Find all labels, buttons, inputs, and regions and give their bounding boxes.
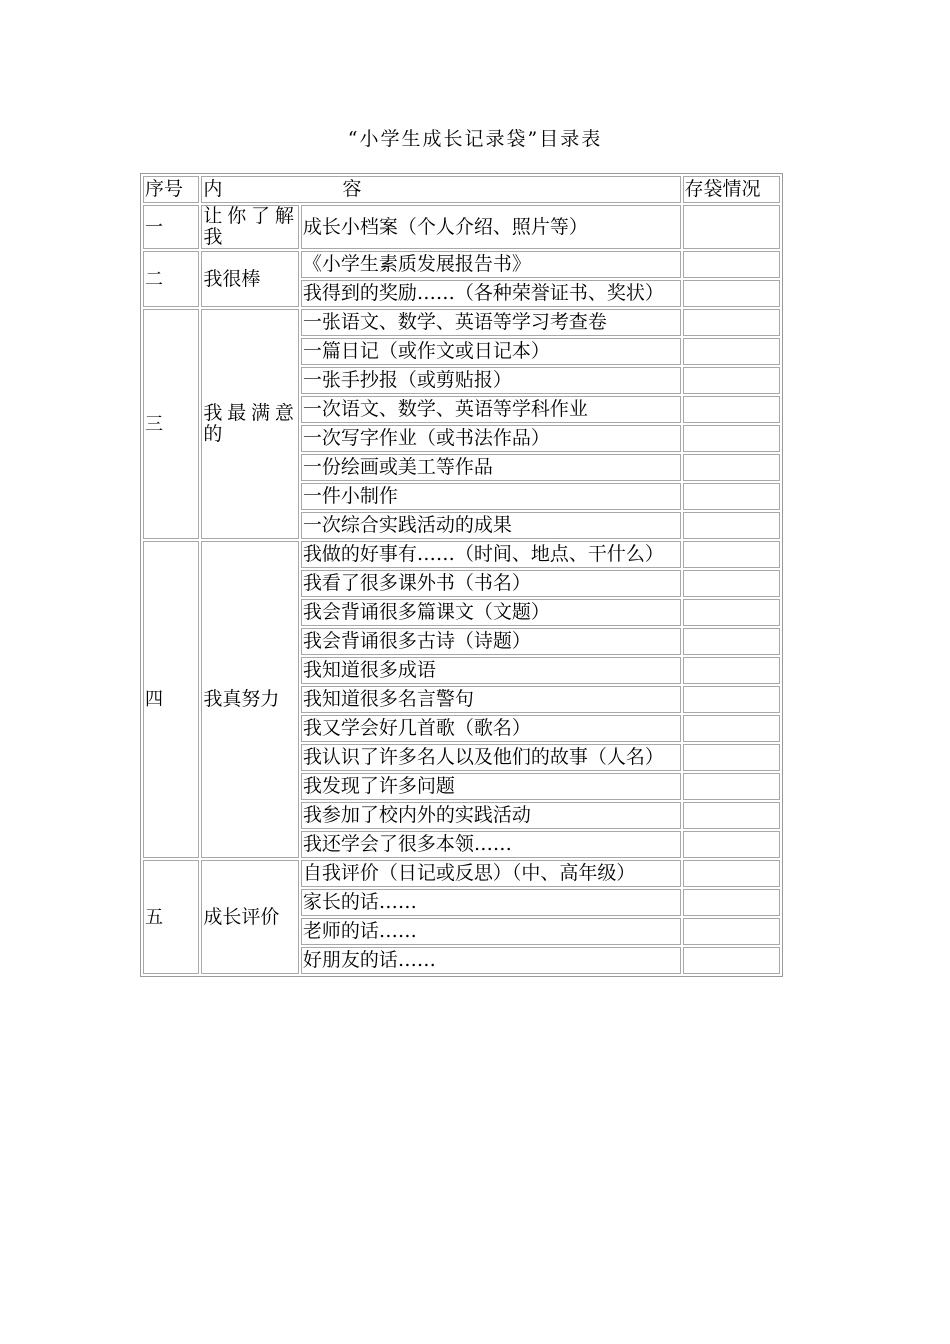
catalog-table <box>140 173 783 977</box>
status-cell <box>683 802 780 829</box>
status-cell <box>683 512 780 539</box>
status-cell <box>683 831 780 858</box>
content-item: 家长的话…… <box>301 889 681 916</box>
content-item: 我会背诵很多篇课文（文题） <box>301 599 681 626</box>
status-cell <box>683 889 780 916</box>
header-status: 存袋情况 <box>683 176 780 203</box>
header-content-b: 容 <box>342 178 362 200</box>
status-cell <box>683 715 780 742</box>
content-item: 一件小制作 <box>301 483 681 510</box>
content-item: 一张语文、数学、英语等学习考查卷 <box>301 309 681 336</box>
status-cell <box>683 483 780 510</box>
group-category: 我真努力 <box>201 541 298 858</box>
status-cell <box>683 918 780 945</box>
header-content-a: 内 <box>203 178 223 200</box>
table-row <box>143 309 780 336</box>
content-item: 一份绘画或美工等作品 <box>301 454 681 481</box>
header-seq: 序号 <box>143 176 199 203</box>
group-category: 成长评价 <box>201 860 298 974</box>
content-item: 我又学会好几首歌（歌名） <box>301 715 681 742</box>
content-item: 一次写字作业（或书法作品） <box>301 425 681 452</box>
content-item: 一次语文、数学、英语等学科作业 <box>301 396 681 423</box>
group-category: 我最满意的 <box>201 309 298 539</box>
status-cell <box>683 367 780 394</box>
table-row <box>143 251 780 278</box>
table-row <box>143 860 780 887</box>
status-cell <box>683 773 780 800</box>
group-category: 让你了解我 <box>203 205 297 248</box>
status-cell <box>683 425 780 452</box>
group-category: 我很棒 <box>201 251 298 307</box>
content-item: 自我评价（日记或反思）（中、高年级） <box>301 860 681 887</box>
group-seq: 二 <box>143 251 199 307</box>
status-cell <box>683 205 780 249</box>
content-item: 我做的好事有……（时间、地点、干什么） <box>301 541 681 568</box>
content-item: 成长小档案（个人介绍、照片等） <box>301 205 681 249</box>
content-item: 我会背诵很多古诗（诗题） <box>301 628 681 655</box>
content-item: 我参加了校内外的实践活动 <box>301 802 681 829</box>
content-item: 一篇日记（或作文或日记本） <box>301 338 681 365</box>
status-cell <box>683 628 780 655</box>
content-item: 我看了很多课外书（书名） <box>301 570 681 597</box>
status-cell <box>683 454 780 481</box>
content-item: 我认识了许多名人以及他们的故事（人名） <box>301 744 681 771</box>
content-item: 好朋友的话…… <box>301 947 681 974</box>
status-cell <box>683 947 780 974</box>
content-item: 我得到的奖励……（各种荣誉证书、奖状） <box>301 280 681 307</box>
table-row <box>143 205 780 249</box>
status-cell <box>683 657 780 684</box>
status-cell <box>683 396 780 423</box>
status-cell <box>683 338 780 365</box>
header-content <box>201 176 680 203</box>
content-item: 一张手抄报（或剪贴报） <box>301 367 681 394</box>
content-item: 我知道很多名言警句 <box>301 686 681 713</box>
status-cell <box>683 570 780 597</box>
status-cell <box>683 280 780 307</box>
group-seq: 五 <box>143 860 199 974</box>
status-cell <box>683 860 780 887</box>
content-item: 我发现了许多问题 <box>301 773 681 800</box>
content-item: 一次综合实践活动的成果 <box>301 512 681 539</box>
status-cell <box>683 599 780 626</box>
content-item: 《小学生素质发展报告书》 <box>301 251 681 278</box>
content-item: 我还学会了很多本领…… <box>301 831 681 858</box>
group-seq: 三 <box>143 309 199 539</box>
status-cell <box>683 309 780 336</box>
table-row <box>143 541 780 568</box>
status-cell <box>683 744 780 771</box>
content-item: 我知道很多成语 <box>301 657 681 684</box>
status-cell <box>683 541 780 568</box>
status-cell <box>683 686 780 713</box>
group-seq: 四 <box>143 541 199 858</box>
page-title: “小学生成长记录袋”目录表 <box>347 128 603 150</box>
group-seq: 一 <box>143 205 199 249</box>
header-row <box>143 176 780 203</box>
content-item: 老师的话…… <box>301 918 681 945</box>
status-cell <box>683 251 780 278</box>
